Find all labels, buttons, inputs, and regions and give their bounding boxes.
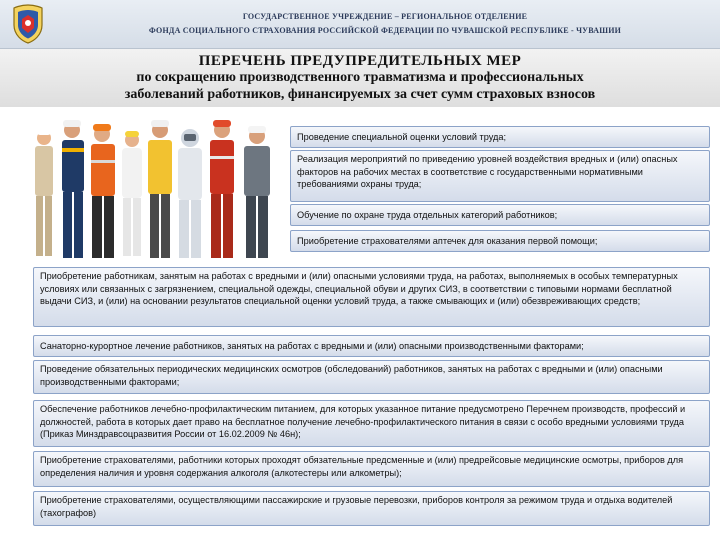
worker-figure xyxy=(210,120,234,258)
measure-item: Реализация мероприятий по приведению уровней воздействия вредных и (или) опасных факторов на рабочих местах в соответствие с государственными нормативными требованиями охраны труда; xyxy=(290,150,710,202)
measure-item: Обучение по охране труда отдельных категорий работников; xyxy=(290,204,710,226)
measure-item: Проведение специальной оценки условий труда; xyxy=(290,126,710,148)
worker-figure xyxy=(178,129,202,258)
measure-item: Приобретение работникам, занятым на работах с вредными и (или) опасными условиями труда, на работах, выполняемых в особых температурных условиях или связанных с загрязнением, специальной одежды, специальной обуви и других СИЗ, в соответствии с типовыми нормами бесплатной выдачи СИЗ, и (или) на основании результатов специальной оценки условий труда, а также смывающих и (или) обезвреживающих средств; xyxy=(33,267,710,327)
worker-figure xyxy=(148,120,172,258)
worker-figure xyxy=(62,120,84,258)
measure-item: Приобретение страхователями, работники которых проходят обязательные предсменные и (или) предрейсовые медицинские осмотры, приборов для определения наличия и уровня содержания алкоголя (алкотестеры или алкометры); xyxy=(33,451,710,487)
measure-item: Приобретение страхователями аптечек для оказания первой помощи; xyxy=(290,230,710,252)
page-subtitle-line-1: по сокращению производственного травматизма и профессиональных xyxy=(136,70,584,85)
worker-figure xyxy=(122,131,142,256)
page-subtitle-line-2: заболеваний работников, финансируемых за счет сумм страховых взносов xyxy=(124,87,596,102)
measure-item: Приобретение страхователями, осуществляющими пассажирские и грузовые перевозки, приборов контроля за режимом труда и отдыха водителей (тахографов) xyxy=(33,491,710,526)
measure-item: Обеспечение работников лечебно-профилактическим питанием, для которых указанное питание предусмотрено Перечнем производств, профессий и должностей, работа в которых дает право на бесплатное получение лечебно-профилактического питания в связи с особо вредными условиями труда (Приказ Минздравсоцразвития России от 16.02.2009 № 46н); xyxy=(33,400,710,447)
measure-item: Проведение обязательных периодических медицинских осмотров (обследований) работников, занятых на работах с вредными и (или) опасными производственными факторами; xyxy=(33,360,710,394)
title-band xyxy=(0,49,720,107)
header-bar xyxy=(0,0,720,49)
worker-figure xyxy=(91,124,115,258)
fund-emblem-icon xyxy=(6,3,50,45)
org-name-line-2: ФОНДА СОЦИАЛЬНОГО СТРАХОВАНИЯ РОССИЙСКОЙ ФЕДЕРАЦИИ ПО ЧУВАШСКОЙ РЕСПУБЛИКЕ - ЧУВАШИИ xyxy=(148,26,622,35)
workers-illustration xyxy=(32,116,282,266)
page-title: ПЕРЕЧЕНЬ ПРЕДУПРЕДИТЕЛЬНЫХ МЕР xyxy=(198,53,522,69)
worker-figure xyxy=(35,129,53,256)
worker-figure xyxy=(244,126,270,258)
measure-item: Санаторно-курортное лечение работников, занятых на работах с вредными и (или) опасными производственными факторами; xyxy=(33,335,710,357)
org-name-line-1: ГОСУДАРСТВЕННОЕ УЧРЕЖДЕНИЕ – РЕГИОНАЛЬНОЕ ОТДЕЛЕНИЕ xyxy=(242,12,528,21)
